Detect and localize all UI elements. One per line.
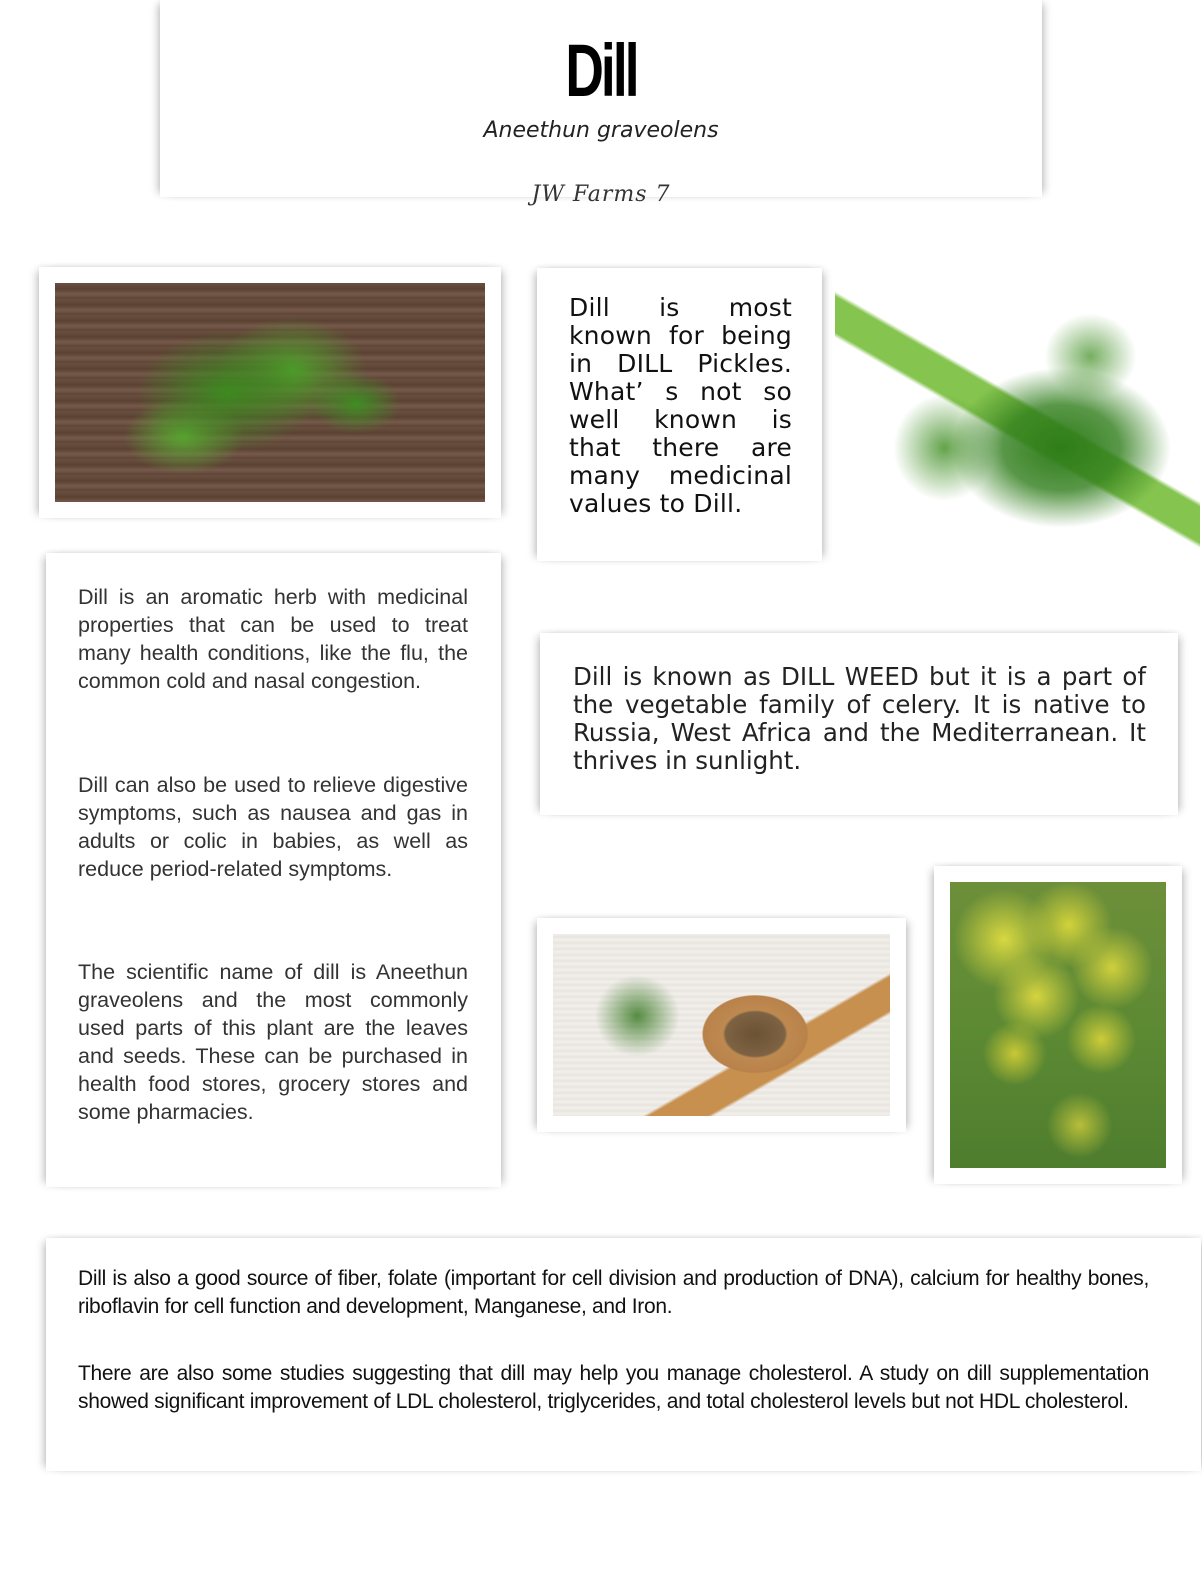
nutrition-card bbox=[46, 1238, 1201, 1471]
medicinal-paragraph-2: Dill can also be used to relieve digestive symptoms, such as nausea and gas in adults or colic in babies, as well as reduce period-related symptoms. bbox=[78, 773, 468, 881]
pickle-fact-card bbox=[537, 268, 822, 561]
dill-cutout-image bbox=[835, 280, 1200, 585]
medicinal-paragraph-1: Dill is an aromatic herb with medicinal properties that can be used to treat many health conditions, like the flu, the common cold and nasal congestion. bbox=[78, 585, 468, 693]
dill-bunch-photo-frame bbox=[39, 267, 501, 518]
dill-flowers-photo-frame bbox=[934, 866, 1182, 1184]
scientific-name-subtitle: Aneethun graveolens bbox=[483, 118, 719, 143]
page-title: Dill bbox=[565, 29, 637, 112]
farm-signature: JW Farms 7 bbox=[531, 182, 671, 207]
pickle-fact-text: Dill is most known for being in DILL Pickles. What’ s not so well known is that there are many medicinal values to Dill. bbox=[569, 293, 792, 518]
nutrition-paragraph-1: Dill is also a good source of fiber, folate (important for cell division and production of DNA), calcium for healthy bones, riboflavin for cell function and development, Manganese, and Iron. bbox=[78, 1267, 1149, 1318]
nutrition-paragraph-2: There are also some studies suggesting that dill may help you manage cholesterol. A study on dill supplementation showed significant improvement of LDL cholesterol, triglycerides, and total cholesterol levels but not HDL cholesterol. bbox=[78, 1362, 1149, 1413]
dill-weed-origin-card bbox=[540, 633, 1178, 815]
medicinal-paragraph-3: The scientific name of dill is Aneethun graveolens and the most commonly used parts of this plant are the leaves and seeds. These can be purchased in health food stores, grocery stores and some pharmacies. bbox=[78, 960, 468, 1124]
dill-bunch-image bbox=[55, 283, 485, 502]
header-card bbox=[160, 0, 1042, 197]
dill-weed-origin-text: Dill is known as DILL WEED but it is a part of the vegetable family of celery. It is native to Russia, West Africa and the Mediterranean. It thrives in sunlight. bbox=[573, 662, 1146, 775]
dill-seeds-image bbox=[553, 934, 890, 1116]
dill-flowers-image bbox=[950, 882, 1166, 1168]
dill-seeds-photo-frame bbox=[537, 918, 906, 1132]
medicinal-properties-card bbox=[46, 553, 501, 1187]
